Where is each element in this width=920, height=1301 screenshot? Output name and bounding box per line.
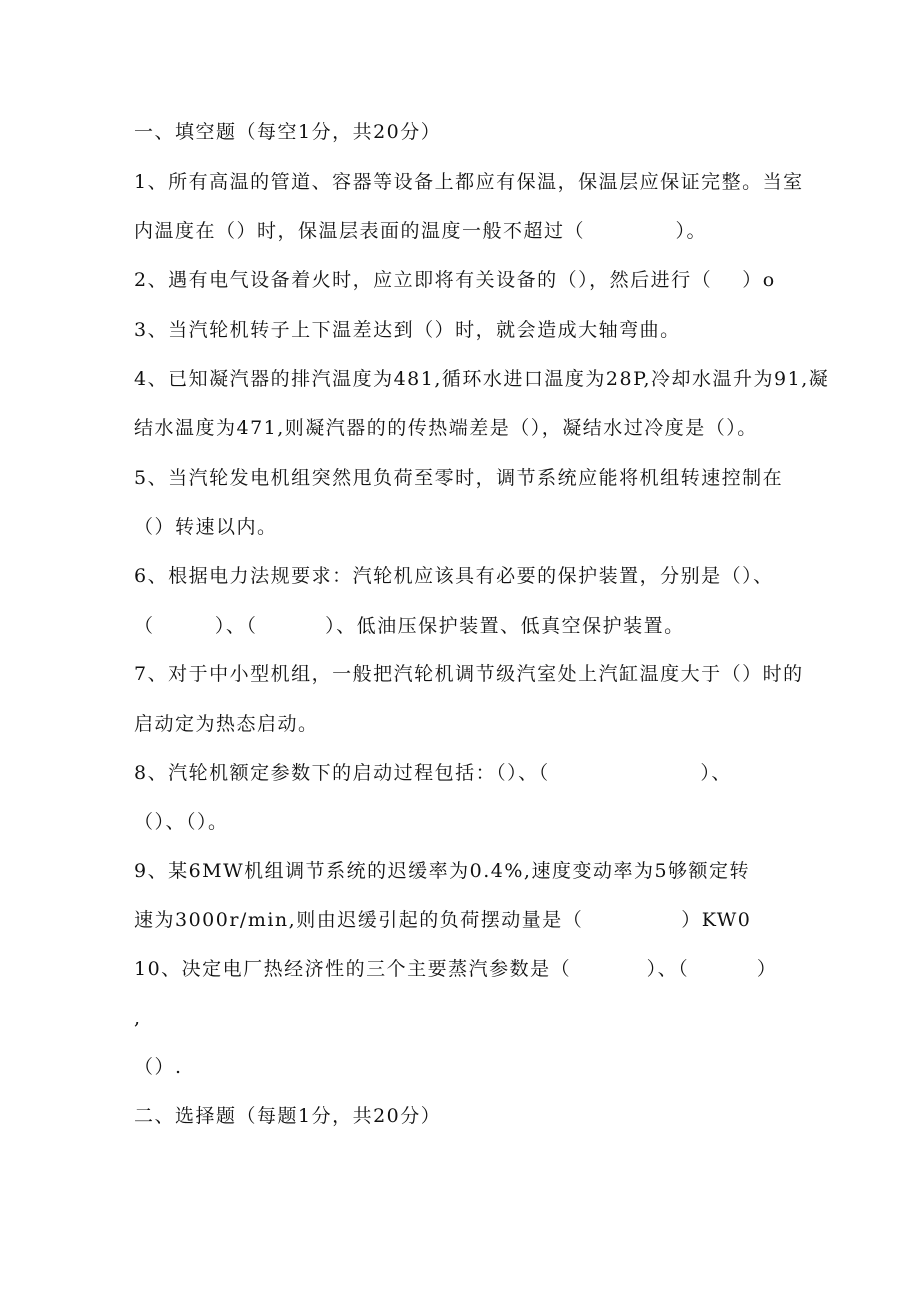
question-4-line-2: 结水温度为471,则凝汽器的的传热端差是（），凝结水过冷度是（）。 — [134, 417, 758, 439]
question-8-line-1: 8、汽轮机额定参数下的启动过程包括：（）、（ ）、 — [134, 762, 732, 784]
question-2: 2、遇有电气设备着火时，应立即将有关设备的（），然后进行（ ）o — [134, 269, 776, 291]
question-5-line-2: （）转速以内。 — [134, 516, 278, 538]
question-3: 3、当汽轮机转子上下温差达到（）时，就会造成大轴弯曲。 — [134, 319, 681, 341]
question-8-line-2: （）、（）。 — [134, 811, 229, 833]
question-1-line-1: 1、所有高温的管道、容器等设备上都应有保温，保温层应保证完整。当室 — [134, 171, 804, 193]
question-4-line-1: 4、已知凝汽器的排汽温度为481,循环水进口温度为28P,冷却水温升为91,凝 — [134, 368, 830, 390]
question-7-line-1: 7、对于中小型机组，一般把汽轮机调节级汽室处上汽缸温度大于（）时的 — [134, 663, 804, 685]
question-6-line-1: 6、根据电力法规要求：汽轮机应该具有必要的保护装置，分别是（）、 — [134, 565, 774, 587]
section-2-heading: 二、选择题（每题1分，共20分） — [134, 1105, 442, 1127]
question-9-line-2: 速为3000r/min,则由迟缓引起的负荷摆动量是（ ）KW0 — [134, 909, 752, 931]
section-1-heading: 一、填空题（每空1分，共20分） — [134, 121, 442, 143]
question-1-line-2: 内温度在（）时，保温层表面的温度一般不超过（ ）。 — [134, 220, 707, 242]
question-9-line-1: 9、某6MW机组调节系统的迟缓率为0.4%,速度变动率为5够额定转 — [134, 860, 751, 882]
question-10-line-2: , — [134, 1007, 142, 1029]
question-10-line-1: 10、决定电厂热经济性的三个主要蒸汽参数是（ ）、（ ） — [134, 958, 778, 980]
question-6-line-2: （ ）、（ ）、低油压保护装置、低真空保护装置。 — [134, 615, 685, 637]
question-10-line-3: （）. — [134, 1056, 183, 1078]
question-5-line-1: 5、当汽轮发电机组突然甩负荷至零时，调节系统应能将机组转速控制在 — [134, 467, 784, 489]
question-7-line-2: 启动定为热态启动。 — [134, 713, 319, 735]
